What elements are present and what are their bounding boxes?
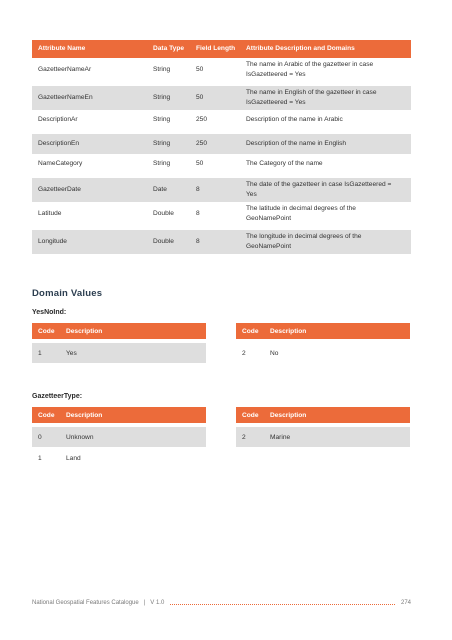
data-type: String	[153, 66, 171, 73]
code-description: Marine	[264, 425, 410, 447]
table-row	[32, 132, 411, 154]
header-field-length: Field Length	[190, 40, 240, 58]
code-description: Unknown	[60, 425, 206, 447]
table-row	[32, 84, 411, 110]
data-type: Double	[147, 228, 190, 254]
data-type: String	[147, 132, 190, 154]
attribute-description: The Category of the name	[246, 160, 323, 167]
code-value: 2	[236, 425, 264, 447]
yesnoind-table-right	[236, 323, 410, 363]
code-value: 0	[32, 425, 60, 447]
code-table-header	[236, 407, 410, 425]
field-length: 50	[196, 66, 204, 73]
header-description: Description	[264, 323, 410, 341]
description-line: The name in Arabic of the gazetteer in case	[246, 61, 374, 68]
attribute-description	[240, 228, 411, 254]
description-line: IsGazetteered = Yes	[246, 99, 306, 106]
yesnoind-table-left	[32, 323, 206, 363]
code-description: No	[264, 341, 410, 363]
footer-version: V 1.0	[150, 600, 165, 606]
attribute-name: Longitude	[32, 228, 147, 254]
description-line: GeoNamePoint	[246, 243, 292, 250]
attribute-name: GazetteerNameAr	[38, 66, 92, 73]
code-table-header	[32, 323, 206, 341]
attribute-table-header	[32, 40, 411, 58]
attribute-name: GazetteerDate	[32, 176, 147, 202]
page-number: 274	[400, 600, 411, 606]
table-row	[32, 110, 411, 132]
table-row	[32, 447, 206, 469]
code-value: 2	[236, 341, 264, 363]
header-attribute-name: Attribute Name	[32, 40, 147, 58]
header-description: Description	[60, 407, 206, 425]
footer-separator: |	[143, 600, 146, 606]
field-length: 8	[190, 228, 240, 254]
header-description: Description	[60, 323, 206, 341]
yesnoind-label: YesNoInd:	[32, 309, 67, 316]
page-footer	[32, 597, 411, 609]
code-table-header	[32, 407, 206, 425]
table-row	[236, 341, 410, 363]
description-line: GeoNamePoint	[246, 215, 292, 222]
attribute-name: GazetteerNameEn	[32, 84, 147, 110]
gazetteertype-table-left	[32, 407, 206, 469]
code-table-header	[236, 323, 410, 341]
attribute-name: NameCategory	[38, 160, 83, 167]
data-type: String	[153, 160, 171, 167]
domain-values-title: Domain Values	[32, 288, 103, 299]
data-type: Double	[153, 210, 174, 217]
description-line: The name in English of the gazetteer in case	[246, 89, 377, 96]
attribute-name: Latitude	[38, 210, 62, 217]
table-row	[32, 228, 411, 254]
field-length: 250	[190, 132, 240, 154]
table-row	[236, 425, 410, 447]
header-code: Code	[236, 323, 264, 341]
attribute-description	[240, 58, 411, 84]
table-row	[32, 202, 411, 228]
attribute-name: DescriptionEn	[32, 132, 147, 154]
field-length: 50	[196, 160, 204, 167]
data-type: String	[147, 84, 190, 110]
code-value: 1	[32, 341, 60, 363]
description-line: Yes	[246, 191, 257, 198]
attribute-description: Description of the name in Arabic	[246, 116, 343, 123]
attribute-description	[240, 84, 411, 110]
attribute-name: DescriptionAr	[38, 116, 78, 123]
description-line: The date of the gazetteer in case IsGazetteered =	[246, 181, 392, 188]
attribute-description: Description of the name in English	[240, 132, 411, 154]
header-code: Code	[32, 323, 60, 341]
table-row	[32, 425, 206, 447]
data-type: String	[153, 116, 171, 123]
field-length: 50	[190, 84, 240, 110]
field-length: 8	[196, 210, 200, 217]
field-length: 250	[196, 116, 208, 123]
table-row	[32, 341, 206, 363]
table-row	[32, 58, 411, 84]
table-row	[32, 154, 411, 176]
code-value: 1	[38, 454, 42, 462]
attribute-description	[240, 202, 411, 228]
footer-title: National Geospatial Features Catalogue	[32, 600, 139, 606]
header-description: Description	[264, 407, 410, 425]
description-line: IsGazetteered = Yes	[246, 71, 306, 78]
data-type: Date	[147, 176, 190, 202]
code-description: Yes	[60, 341, 206, 363]
header-code: Code	[32, 407, 60, 425]
footer-dot-leader	[170, 601, 395, 605]
header-code: Code	[236, 407, 264, 425]
attribute-table	[32, 40, 411, 254]
attribute-description	[240, 176, 411, 202]
description-line: The latitude in decimal degrees of the	[246, 205, 356, 212]
description-line: The longitude in decimal degrees of the	[246, 233, 362, 240]
gazetteertype-label: GazetteerType:	[32, 393, 83, 400]
header-description: Attribute Description and Domains	[240, 40, 411, 58]
header-data-type: Data Type	[147, 40, 190, 58]
gazetteertype-table-right	[236, 407, 410, 447]
table-row	[32, 176, 411, 202]
field-length: 8	[190, 176, 240, 202]
code-description: Land	[66, 454, 81, 462]
